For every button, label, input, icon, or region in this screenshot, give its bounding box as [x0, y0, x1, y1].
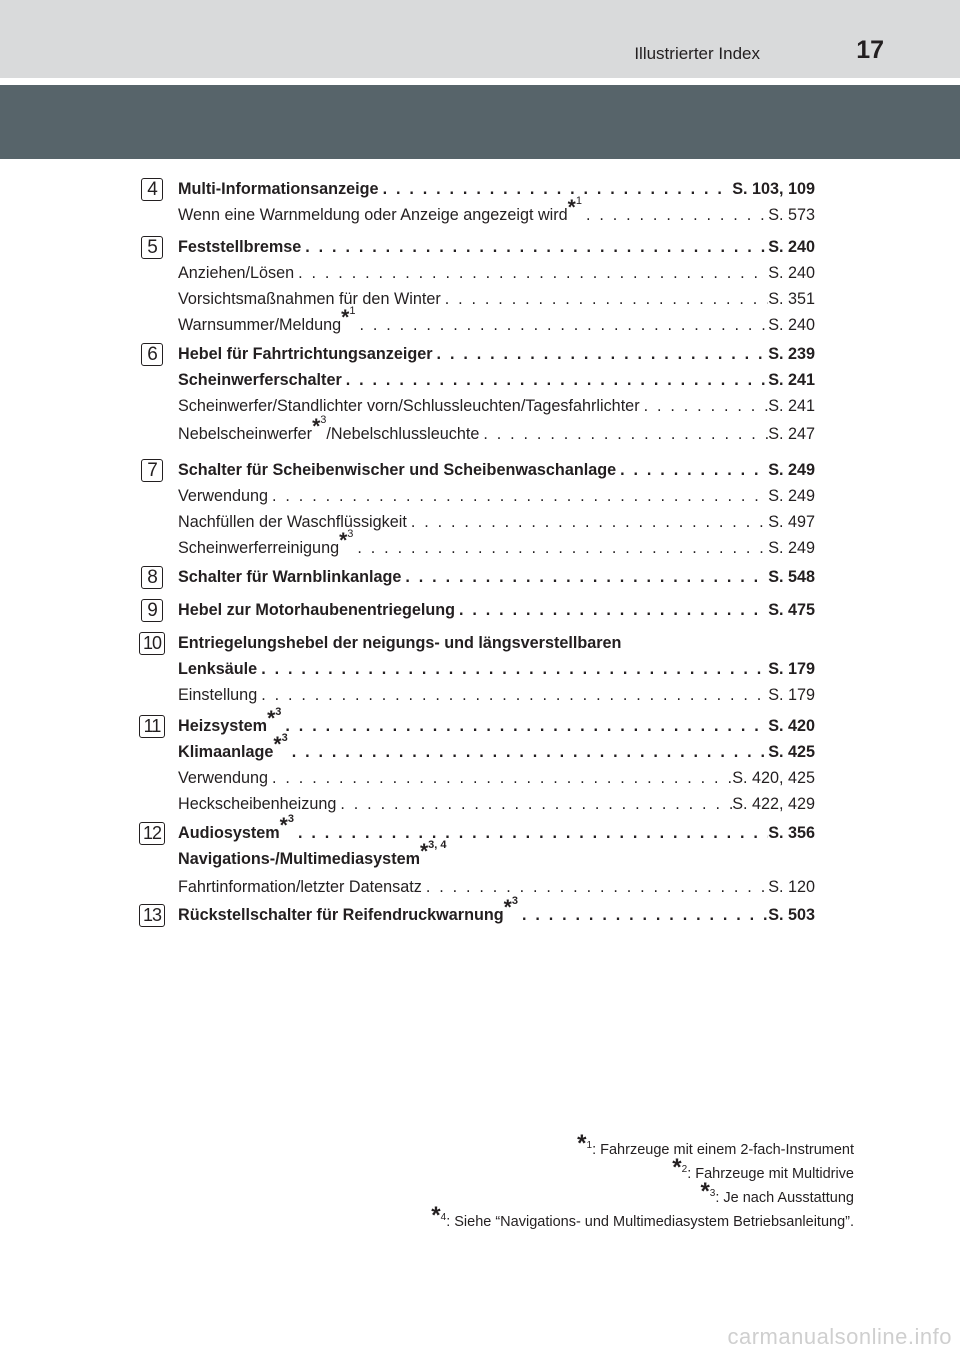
entry-page: S. 420 [768, 717, 815, 735]
index-entry[interactable] [178, 765, 815, 791]
index-entry[interactable] [178, 341, 815, 367]
entry-page: S. 240 [768, 238, 815, 256]
asterisk-icon: * [273, 733, 282, 756]
index-entry[interactable] [178, 260, 815, 286]
section-number-badge: 7 [141, 459, 163, 482]
entry-page: S. 249 [768, 461, 815, 479]
entry-page: S. 240 [768, 264, 815, 282]
asterisk-icon: * [567, 196, 576, 219]
entry-page: S. 179 [768, 686, 815, 704]
index-entry[interactable] [178, 630, 815, 656]
entry-label: Verwendung [178, 769, 269, 787]
asterisk-icon: * [672, 1154, 682, 1181]
leader-dots [268, 765, 732, 791]
entry-page: S. 249 [768, 539, 815, 557]
asterisk-icon: * [503, 896, 512, 919]
asterisk-icon: * [700, 1178, 710, 1205]
asterisk-icon: * [267, 707, 276, 730]
asterisk-icon: * [279, 814, 288, 837]
leader-dots [379, 176, 733, 202]
leader-dots [355, 312, 768, 338]
entry-page: S. 120 [768, 878, 815, 896]
entry-page: S. 420, 425 [732, 769, 815, 787]
leader-dots [479, 421, 768, 447]
section-number-badge: 9 [141, 599, 163, 622]
page-number: 17 [856, 36, 884, 64]
footnote-3: *$^3$: Je nach Ausstattung [700, 1178, 854, 1206]
leader-dots [336, 791, 732, 817]
footnote-ref: 3 [281, 732, 288, 744]
entry-label: Multi-Informationsanzeige [178, 180, 379, 198]
entry-label: Audiosystem*$^3$ [178, 813, 294, 842]
entry-page: S. 241 [768, 371, 815, 389]
entry-page: S. 573 [768, 206, 815, 224]
section-number-badge: 6 [141, 343, 163, 366]
header-title: Illustrierter Index [634, 44, 760, 63]
leader-dots [288, 739, 769, 765]
entry-page: S. 475 [768, 601, 815, 619]
leader-dots [257, 682, 768, 708]
entry-page: S. 179 [768, 660, 815, 678]
footnote-1: *$^1$: Fahrzeuge mit einem 2-fach-Instrument [577, 1130, 854, 1158]
footnote-ref: 3 [320, 414, 327, 426]
leader-dots [353, 535, 768, 561]
footnote-2: *$^2$: Fahrzeuge mit Multidrive [672, 1154, 854, 1182]
index-entry[interactable] [178, 305, 815, 338]
index-entry[interactable] [178, 564, 815, 590]
index-entry[interactable] [178, 286, 815, 312]
entry-label: Scheinwerferschalter [178, 371, 342, 389]
entry-page: S. 241 [768, 397, 815, 415]
entry-label: Wenn eine Warnmeldung oder Anzeige angezeigt wird*$^1$ [178, 195, 582, 224]
leader-dots [301, 234, 768, 260]
entry-label: Rückstellschalter für Reifendruckwarnung*$^3$ [178, 895, 518, 924]
entry-page: S. 103, 109 [732, 180, 815, 198]
leader-dots [281, 713, 768, 739]
section-number-badge: 4 [141, 178, 163, 201]
entry-page: S. 249 [768, 487, 815, 505]
entry-label: Einstellung [178, 686, 258, 704]
index-entry[interactable] [178, 509, 815, 535]
leader-dots [294, 820, 768, 846]
footnote-ref: 1 [575, 195, 582, 207]
footnote-ref: 1 [349, 305, 356, 317]
entry-label: Schalter für Scheibenwischer und Scheibenwaschanlage [178, 461, 617, 479]
footnote-ref: 3 [275, 706, 282, 718]
asterisk-icon: * [339, 529, 348, 552]
leader-dots [441, 286, 768, 312]
entry-label: Vorsichtsmaßnahmen für den Winter [178, 290, 441, 308]
entry-label: Scheinwerfer/Standlichter vorn/Schlussleuchten/Tagesfahrlichter [178, 397, 640, 415]
index-entry[interactable] [178, 682, 815, 708]
entry-label: Hebel für Fahrtrichtungsanzeiger [178, 345, 433, 363]
index-entry[interactable] [178, 393, 815, 419]
watermark: carmanualsonline.info [727, 1324, 952, 1349]
leader-dots [518, 902, 768, 928]
index-entry[interactable] [178, 813, 815, 846]
entry-label: Nebelscheinwerfer*$^3$/Nebelschlussleuchte [178, 414, 480, 443]
entry-page: S. 351 [768, 290, 815, 308]
section-number-badge: 13 [139, 904, 165, 927]
entry-label: Scheinwerferreinigung*$^3$ [178, 528, 354, 557]
index-entry[interactable] [178, 528, 815, 561]
footnote-ref: 3 [347, 528, 354, 540]
entry-label: Navigations-/Multimediasystem*$^{3, 4}$ [178, 839, 447, 868]
index-entry[interactable] [178, 367, 815, 393]
index-entry[interactable] [178, 732, 815, 765]
footnote-ref: 3 [287, 813, 294, 825]
index-entry[interactable] [178, 414, 815, 447]
leader-dots [294, 260, 768, 286]
leader-dots [268, 483, 768, 509]
leader-dots [433, 341, 769, 367]
section-number-badge: 8 [141, 566, 163, 589]
asterisk-icon: * [431, 1202, 441, 1229]
leader-dots [407, 509, 768, 535]
entry-page: S. 548 [768, 568, 815, 586]
index-entry[interactable] [178, 195, 815, 228]
entry-page: S. 356 [768, 824, 815, 842]
index-entry[interactable] [178, 597, 815, 623]
leader-dots [455, 597, 768, 623]
entry-page: S. 497 [768, 513, 815, 531]
asterisk-icon: * [419, 840, 429, 863]
entry-label: Fahrtinformation/letzter Datensatz [178, 878, 422, 896]
entry-label: Nachfüllen der Waschflüssigkeit [178, 513, 407, 531]
entry-label: Anziehen/Lösen [178, 264, 295, 282]
entry-label: Warnsummer/Meldung*$^1$ [178, 305, 356, 334]
entry-page: S. 240 [768, 316, 815, 334]
leader-dots [342, 367, 768, 393]
header-band [0, 0, 960, 78]
index-entry[interactable] [178, 483, 815, 509]
section-number-badge: 10 [139, 632, 165, 655]
index-entry[interactable] [178, 874, 815, 900]
index-entry[interactable] [178, 839, 815, 872]
footnote-ref: 3 [511, 895, 518, 907]
index-entry[interactable] [178, 234, 815, 260]
entry-label: Entriegelungshebel der neigungs- und längsverstellbaren [178, 634, 622, 652]
entry-label: Heizsystem*$^3$ [178, 706, 282, 735]
index-entry[interactable] [178, 176, 815, 202]
entry-page: S. 503 [768, 906, 815, 924]
leader-dots [616, 457, 768, 483]
entry-label: Schalter für Warnblinkanlage [178, 568, 402, 586]
leader-dots [401, 564, 768, 590]
section-number-badge: 12 [139, 822, 165, 845]
entry-label: Klimaanlage*$^3$ [178, 732, 288, 761]
footnotes [431, 1130, 854, 1234]
entry-page: S. 425 [768, 743, 815, 761]
entry-label: Hebel zur Motorhaubenentriegelung [178, 601, 455, 619]
section-banner [0, 85, 960, 159]
leader-dots [640, 393, 769, 419]
leader-dots [582, 202, 768, 228]
entry-label: Lenksäule [178, 660, 258, 678]
leader-dots [422, 874, 768, 900]
entry-label: Heckscheibenheizung [178, 795, 337, 813]
entry-page: S. 422, 429 [732, 795, 815, 813]
section-number-badge: 11 [139, 715, 165, 738]
entry-label: Feststellbremse [178, 238, 302, 256]
entry-label: Verwendung [178, 487, 269, 505]
leader-dots [257, 656, 768, 682]
index-entry[interactable] [178, 895, 815, 928]
asterisk-icon: * [341, 306, 350, 329]
footnote-ref: 3, 4 [428, 839, 447, 851]
section-number-badge: 5 [141, 236, 163, 259]
asterisk-icon: * [577, 1130, 587, 1157]
index-entry[interactable] [178, 791, 815, 817]
index-entry[interactable] [178, 656, 815, 682]
asterisk-icon: * [312, 415, 321, 438]
footnote-4: *$^4$: Siehe “Navigations- und Multimediasystem Betriebsanleitung”. [431, 1202, 854, 1230]
entry-page: S. 247 [768, 425, 815, 443]
entry-page: S. 239 [768, 345, 815, 363]
index-entry[interactable] [178, 457, 815, 483]
